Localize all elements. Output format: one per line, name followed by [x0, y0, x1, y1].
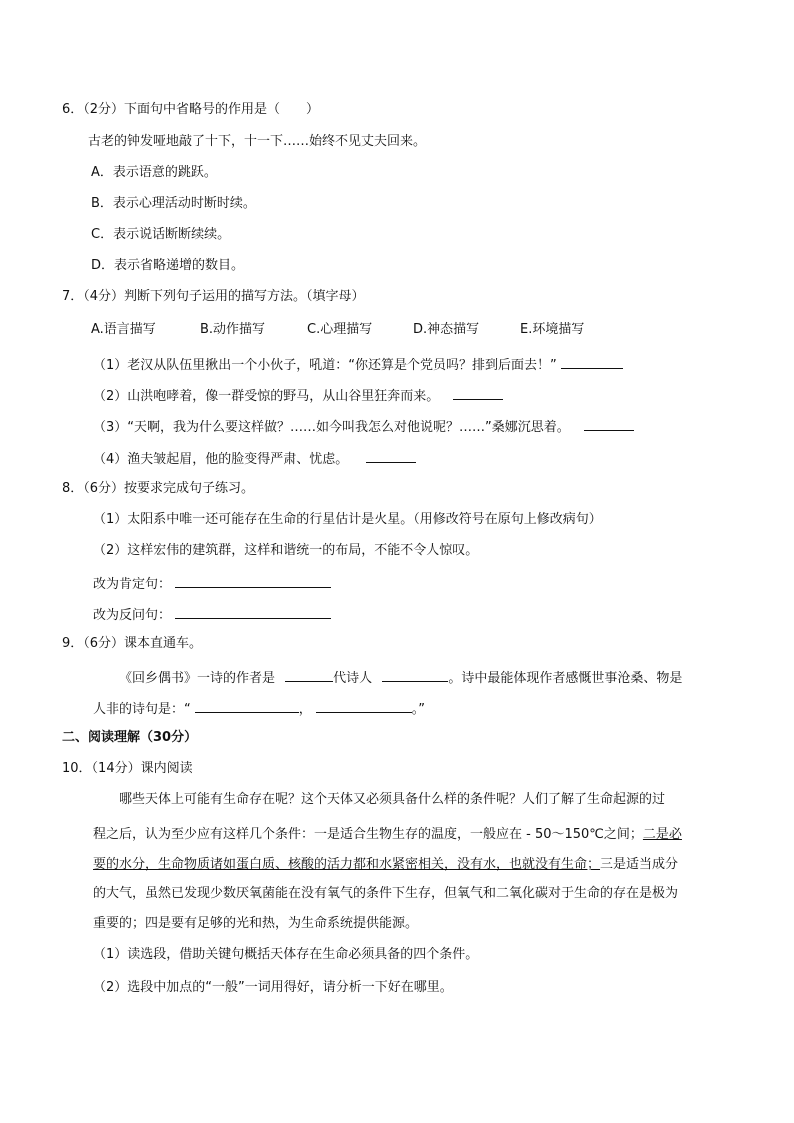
q10-para-line-2a: 程之后，认为至少应有这样几个条件：一是适合生物生存的温度，一般应在 - 50～150℃之间；	[93, 827, 643, 842]
q8-affirm-label: 改为肯定句：	[93, 577, 172, 592]
q7-item-3-blank[interactable]	[584, 416, 634, 431]
q10-para-line-1: 哪些天体上可能有生命存在呢？这个天体又必须具备什么样的条件呢？人们了解了生命起源的过	[119, 792, 666, 807]
q8-rhet-label: 改为反问句：	[93, 608, 172, 623]
q7-item-1	[93, 354, 623, 375]
q7-item-1-text: （1）老汉从队伍里揪出一个小伙子，吼道：“你还算是个党员吗？排到后面去！”	[93, 358, 557, 373]
q7-item-3-text: （3）“天啊，我为什么要这样做？……如今叫我怎么对他说呢？……”桑娜沉思着。	[93, 420, 570, 435]
q8-rhetorical	[93, 604, 331, 625]
q9-line-2	[93, 698, 425, 719]
q7-item-2-text: （2）山洪咆哮着，像一群受惊的野马，从山谷里狂奔而来。	[93, 389, 440, 404]
q10-sub-2: （2）选段中加点的“一般”一词用得好，请分析一下好在哪里。	[93, 980, 453, 995]
q8-affirm-blank[interactable]	[175, 573, 331, 588]
q8-affirm	[93, 573, 331, 594]
q9-p2b: ，	[298, 702, 312, 717]
q9-poet-blank[interactable]	[382, 667, 448, 682]
q7-item-1-blank[interactable]	[561, 354, 623, 369]
q9-p1a: 《回乡偶书》一诗的作者是	[119, 671, 276, 686]
q6-option-d: D．表示省略递增的数目。	[91, 258, 245, 273]
q7-choice-a: A.语言描写	[91, 322, 156, 337]
q7-item-4	[93, 448, 416, 469]
q8-header: 8．（6分）按要求完成句子练习。	[62, 481, 255, 496]
q6-sentence: 古老的钟发哑地敲了十下，十一下……始终不见丈夫回来。	[88, 134, 427, 149]
q8-rhet-blank[interactable]	[175, 604, 331, 619]
q7-choice-c: C.心理描写	[307, 322, 373, 337]
q10-para-line-5: 重要的；四是要有足够的光和热，为生命系统提供能源。	[93, 916, 419, 931]
q6-option-b: B．表示心理活动时断时续。	[91, 196, 256, 211]
q7-item-4-text: （4）渔夫皱起眉，他的脸变得严肃、忧虑。	[93, 452, 349, 467]
q8-item-1: （1）太阳系中唯一还可能存在生命的行星估计是火星。（用修改符号在原句上修改病句）	[93, 512, 602, 527]
q7-choice-e: E.环境描写	[520, 322, 585, 337]
q9-p2c: 。”	[411, 702, 426, 717]
q10-sub-1: （1）读选段，借助关键句概括天体存在生命必须具备的四个条件。	[93, 947, 479, 962]
q6-option-a: A．表示语意的跳跃。	[91, 165, 217, 180]
q10-para-line-2	[93, 826, 682, 844]
q9-line-1	[119, 667, 682, 688]
q9-p1c: 。诗中最能体现作者感慨世事沧桑、物是	[448, 671, 683, 686]
q7-item-2	[93, 385, 503, 406]
q10-para-line-2b: 二是必	[642, 827, 682, 842]
q7-choice-b: B.动作描写	[200, 322, 266, 337]
q9-p2a: 人非的诗句是：“	[93, 702, 191, 717]
q8-item-2: （2）这样宏伟的建筑群，这样和谐统一的布局，不能不令人惊叹。	[93, 543, 479, 558]
q7-item-3	[93, 416, 634, 437]
q7-header: 7．（4分）判断下列句子运用的描写方法。（填字母）	[62, 289, 365, 304]
q9-dynasty-blank[interactable]	[285, 667, 333, 682]
q9-header: 9．（6分）课本直通车。	[62, 636, 203, 651]
q10-para-line-3b: 三是适当成分	[600, 857, 679, 872]
section-2-title: 二、阅读理解（30分）	[62, 730, 198, 745]
q7-choice-d: D.神态描写	[413, 322, 480, 337]
q10-para-line-3a: 要的水分，生命物质诸如蛋白质、核酸的活力都和水紧密相关，没有水，也就没有生命；	[93, 857, 601, 872]
q9-p1b: 代诗人	[333, 671, 373, 686]
q6-header: 6．（2分）下面句中省略号的作用是（ ）	[62, 102, 320, 117]
q7-item-4-blank[interactable]	[366, 448, 416, 463]
q7-item-2-blank[interactable]	[453, 385, 503, 400]
q6-option-c: C．表示说话断断续续。	[91, 227, 231, 242]
q10-para-line-4: 的大气，虽然已发现少数厌氧菌能在没有氧气的条件下生存，但氧气和二氧化碳对于生命的存在是极为	[93, 886, 679, 901]
q10-header: 10．（14分）课内阅读	[62, 761, 193, 776]
q9-verse-blank-2[interactable]	[316, 698, 412, 713]
q10-para-line-3	[93, 856, 678, 874]
q9-verse-blank-1[interactable]	[195, 698, 299, 713]
